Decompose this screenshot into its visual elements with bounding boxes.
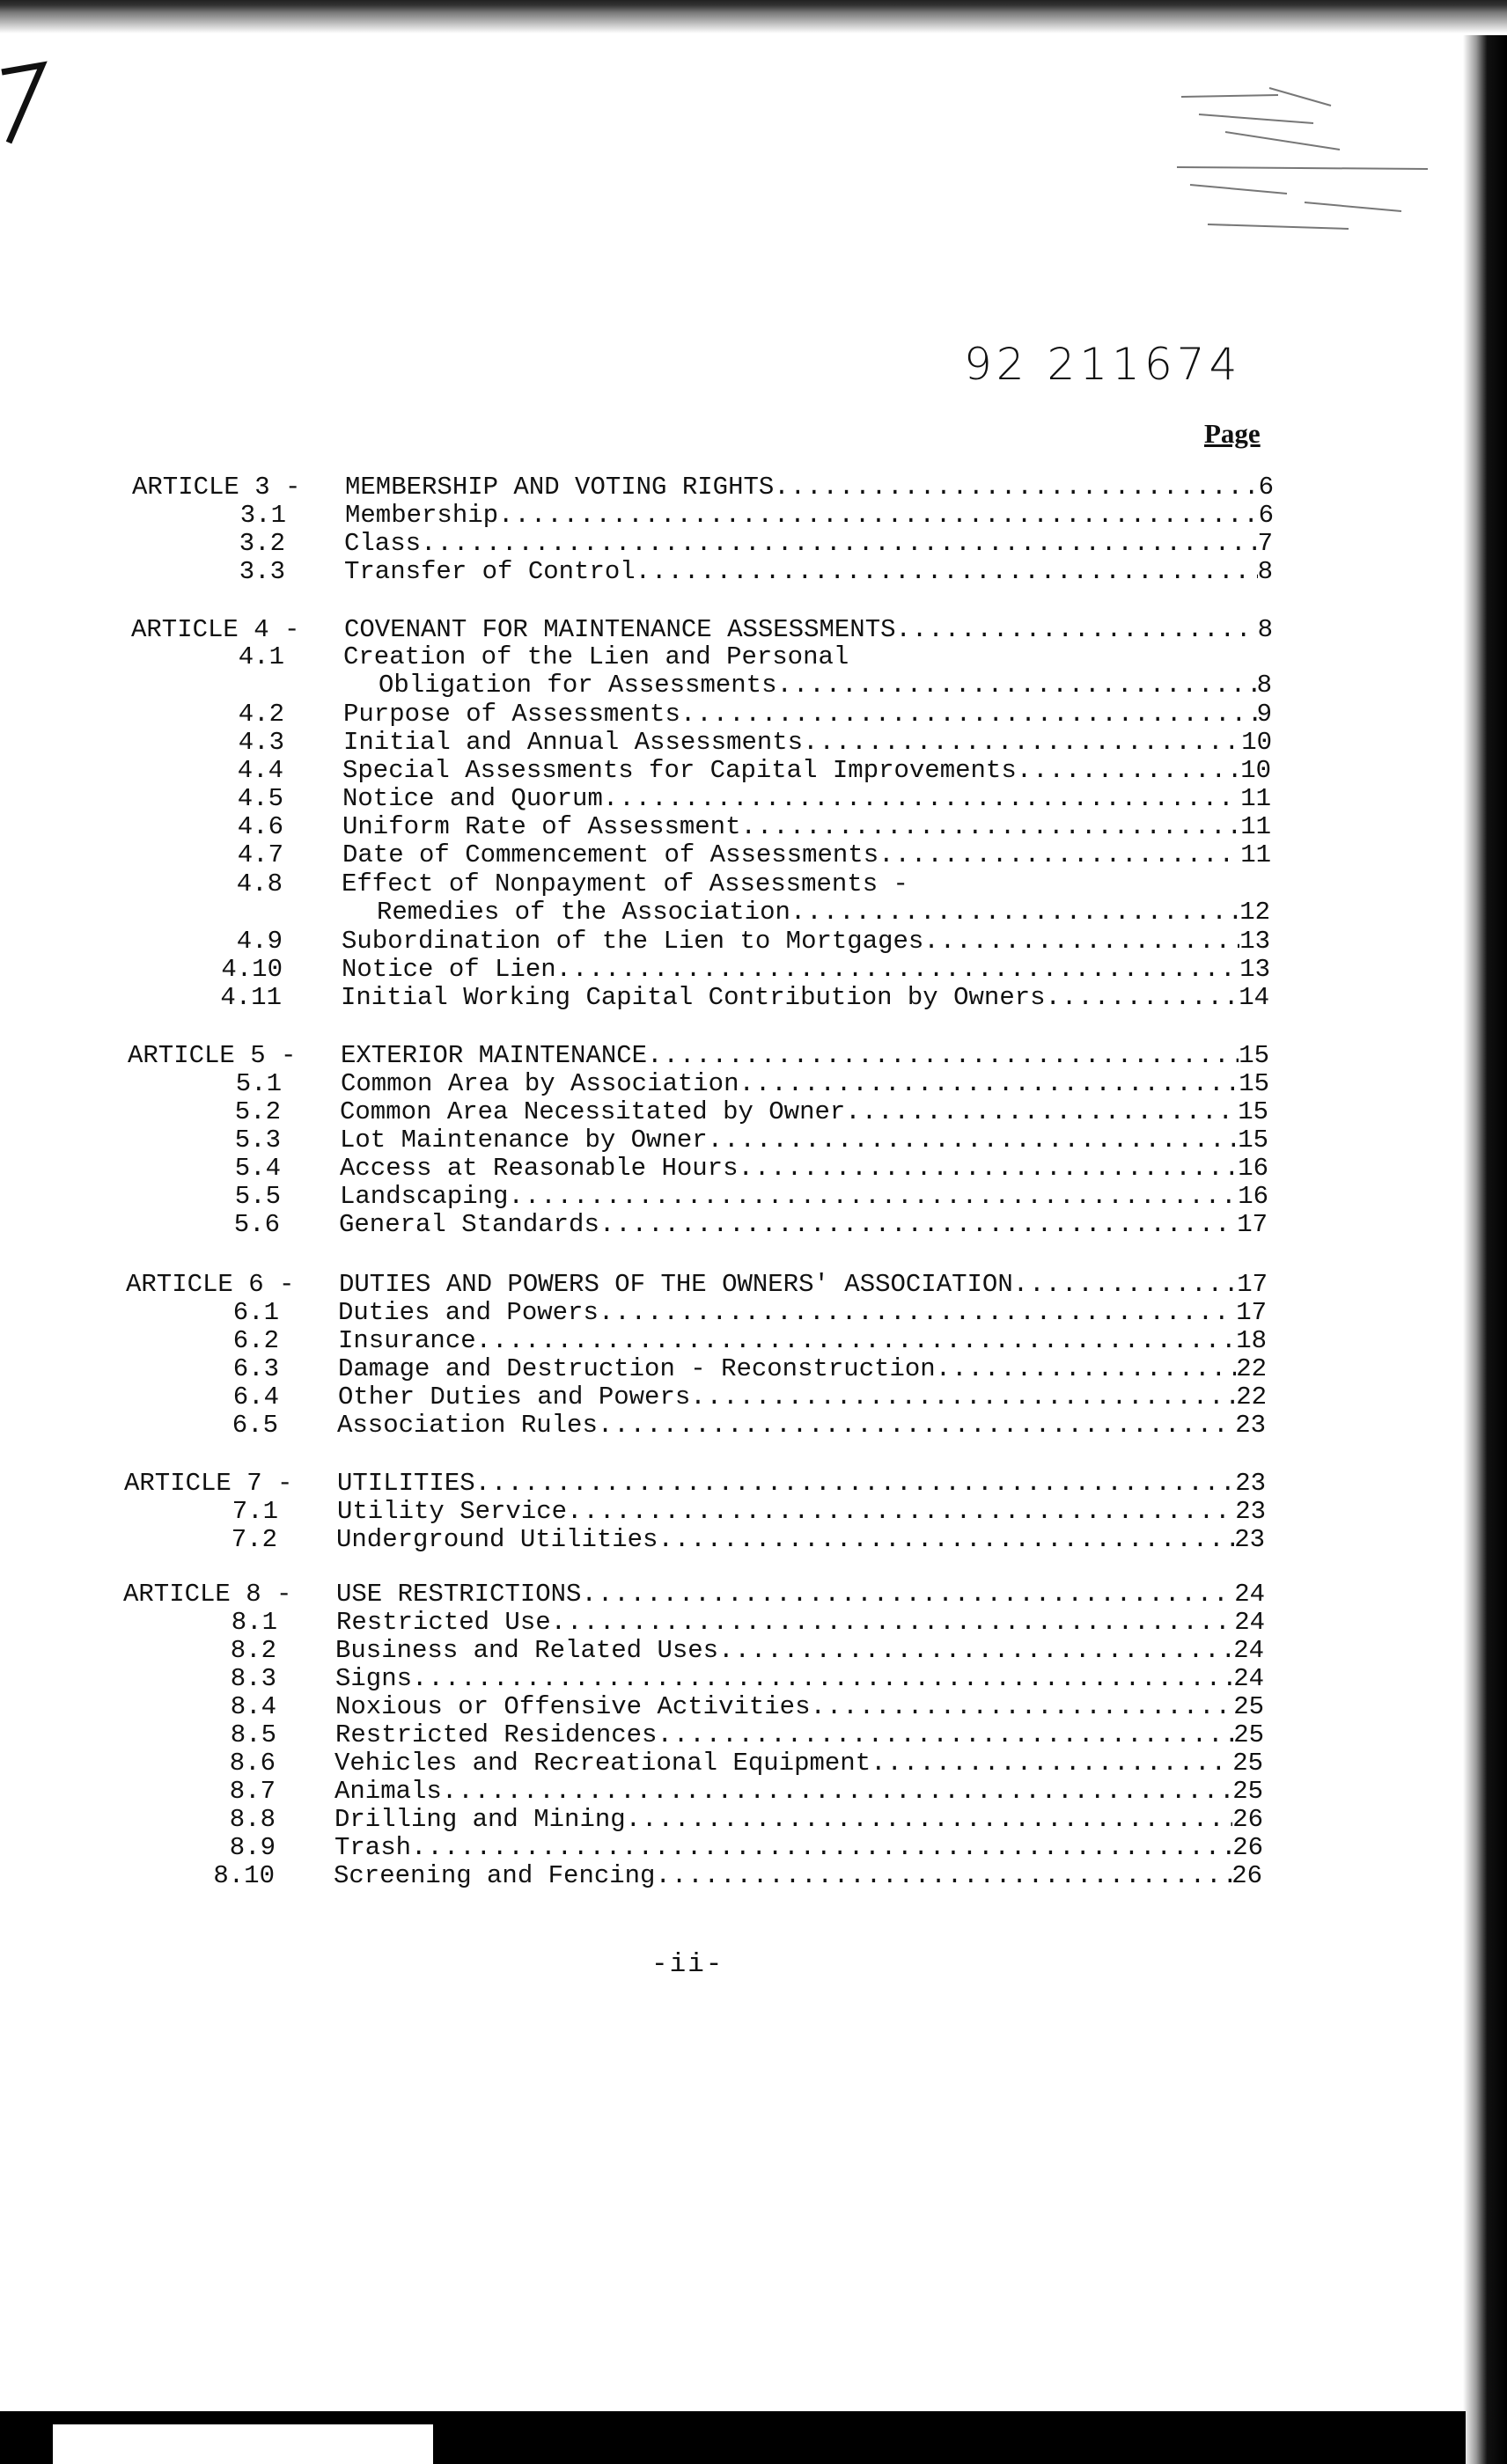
toc-section-row bbox=[0, 1834, 1263, 1862]
toc-entry-title: Notice of Lien bbox=[342, 955, 556, 984]
toc-entry-number: 6.3 bbox=[232, 1354, 279, 1383]
toc-entry-title: Class bbox=[344, 529, 422, 558]
toc-section-row bbox=[0, 502, 1274, 530]
scan-bottom-tab bbox=[53, 2424, 433, 2464]
scan-noise-marks bbox=[1173, 70, 1437, 255]
dot-leader bbox=[708, 1126, 1239, 1155]
toc-page-number: 25 bbox=[1232, 1777, 1263, 1806]
dot-leader bbox=[567, 1498, 1235, 1526]
toc-article-row bbox=[132, 473, 1274, 502]
toc-entry-title: Vehicles and Recreational Equipment bbox=[334, 1749, 871, 1778]
toc-section-row bbox=[0, 643, 1272, 671]
dot-leader bbox=[776, 671, 1256, 700]
toc-page-number: 22 bbox=[1236, 1354, 1267, 1383]
dot-leader bbox=[551, 1609, 1235, 1637]
toc-section-row bbox=[0, 1383, 1267, 1412]
toc-page-number: 16 bbox=[1238, 1182, 1268, 1211]
toc-section-row bbox=[0, 1778, 1263, 1806]
toc-entry-title: Restricted Residences bbox=[335, 1720, 658, 1749]
toc-entry-title: Effect of Nonpayment of Assessments - bbox=[342, 869, 908, 898]
toc-section-row bbox=[0, 757, 1271, 785]
toc-section-row bbox=[0, 1299, 1267, 1327]
toc-page-number: 6 bbox=[1258, 473, 1274, 502]
dot-leader bbox=[556, 956, 1240, 984]
toc-entry-title: MEMBERSHIP AND VOTING RIGHTS bbox=[345, 473, 775, 502]
toc-entry-number: 8.10 bbox=[213, 1861, 275, 1890]
toc-page-number: 15 bbox=[1238, 1126, 1268, 1155]
toc-entry-number: ARTICLE 6 - bbox=[126, 1270, 295, 1299]
toc-section-row bbox=[0, 1526, 1265, 1554]
toc-page-number: 8 bbox=[1257, 557, 1273, 586]
dot-leader bbox=[790, 898, 1239, 927]
toc-section-row bbox=[0, 1665, 1264, 1693]
toc-page-number: 8 bbox=[1257, 615, 1273, 644]
toc-entry-number: 5.5 bbox=[234, 1182, 281, 1211]
dot-leader bbox=[412, 1665, 1233, 1693]
toc-entry-title: Common Area by Association bbox=[341, 1069, 739, 1098]
toc-page-number: 15 bbox=[1239, 1041, 1269, 1070]
dot-leader bbox=[411, 1834, 1232, 1862]
document-number: 92 211674 bbox=[964, 339, 1242, 390]
toc-entry-number: 6.2 bbox=[232, 1326, 279, 1355]
dot-leader bbox=[1046, 984, 1239, 1012]
toc-entry-number: 4.11 bbox=[220, 983, 282, 1012]
toc-section-row bbox=[0, 1126, 1268, 1155]
dot-leader bbox=[603, 785, 1240, 813]
toc-entry-number: 3.1 bbox=[239, 501, 286, 530]
toc-entry-number: 8.7 bbox=[229, 1777, 276, 1806]
dot-leader bbox=[1013, 1271, 1237, 1299]
toc-section-row bbox=[0, 1637, 1264, 1665]
dot-leader bbox=[475, 1470, 1236, 1498]
toc-page-number: 23 bbox=[1235, 1497, 1266, 1526]
toc-entry-number: 8.1 bbox=[231, 1608, 277, 1637]
toc-page-number: 24 bbox=[1233, 1664, 1264, 1693]
toc-section-row bbox=[0, 928, 1270, 956]
toc-section-row bbox=[0, 984, 1269, 1012]
toc-entry-title: COVENANT FOR MAINTENANCE ASSESSMENTS bbox=[344, 615, 896, 644]
toc-section-row bbox=[0, 1806, 1263, 1834]
toc-entry-number: ARTICLE 8 - bbox=[123, 1580, 292, 1609]
toc-entry-title: Subordination of the Lien to Mortgages bbox=[342, 927, 924, 956]
toc-section-row bbox=[0, 1183, 1268, 1211]
toc-entry-number: 4.6 bbox=[237, 812, 283, 841]
toc-section-row bbox=[0, 841, 1271, 869]
toc-section-row bbox=[0, 1609, 1265, 1637]
toc-section-row bbox=[0, 1211, 1268, 1239]
toc-page-number: 22 bbox=[1236, 1382, 1267, 1412]
dot-leader bbox=[657, 1721, 1233, 1749]
toc-entry-title: Notice and Quorum bbox=[342, 784, 603, 813]
toc-page-number: 17 bbox=[1237, 1270, 1268, 1299]
toc-entry-number: ARTICLE 4 - bbox=[131, 615, 300, 644]
dot-leader bbox=[599, 1211, 1237, 1239]
toc-entry-title: Association Rules bbox=[337, 1411, 598, 1440]
dot-leader bbox=[626, 1806, 1233, 1834]
dot-leader bbox=[739, 1070, 1239, 1098]
toc-section-row bbox=[0, 1355, 1267, 1383]
corner-mark-icon bbox=[0, 55, 62, 151]
toc-section-row bbox=[0, 1327, 1267, 1355]
toc-entry-title: Purpose of Assessments bbox=[343, 700, 680, 729]
toc-entry-title: Noxious or Offensive Activities bbox=[335, 1692, 811, 1721]
toc-article-row bbox=[128, 1042, 1269, 1070]
toc-entry-number: ARTICLE 7 - bbox=[124, 1469, 293, 1498]
toc-section-row bbox=[0, 1749, 1263, 1778]
toc-entry-number: 5.1 bbox=[235, 1069, 282, 1098]
dot-leader bbox=[871, 1749, 1232, 1778]
toc-page-number: 25 bbox=[1233, 1720, 1264, 1749]
toc-section-row bbox=[0, 700, 1272, 729]
toc-entry-number: 4.8 bbox=[236, 869, 283, 898]
dot-leader bbox=[476, 1327, 1237, 1355]
toc-page-number: 15 bbox=[1238, 1097, 1268, 1126]
page-number-footer: -ii- bbox=[651, 1949, 724, 1980]
toc-entry-title: Membership bbox=[345, 501, 499, 530]
toc-entry-number: 6.1 bbox=[232, 1298, 279, 1327]
toc-page-number: 18 bbox=[1236, 1326, 1267, 1355]
toc-entry-title: Drilling and Mining bbox=[334, 1805, 626, 1834]
dot-leader bbox=[1017, 757, 1240, 785]
toc-section-row bbox=[0, 1412, 1266, 1440]
toc-page-number: 26 bbox=[1232, 1833, 1263, 1862]
dot-leader bbox=[647, 1042, 1239, 1070]
toc-page-number: 15 bbox=[1239, 1069, 1269, 1098]
toc-article-row bbox=[126, 1271, 1268, 1299]
toc-entry-number: 3.3 bbox=[239, 557, 285, 586]
dot-leader bbox=[680, 700, 1257, 729]
toc-page-number: 23 bbox=[1234, 1525, 1265, 1554]
toc-page-number: 11 bbox=[1240, 840, 1271, 869]
toc-entry-title: Common Area Necessitated by Owner bbox=[340, 1097, 846, 1126]
toc-entry-title: Initial and Annual Assessments bbox=[343, 728, 804, 757]
toc-entry-title: Duties and Powers bbox=[338, 1298, 599, 1327]
toc-section-row bbox=[0, 813, 1271, 841]
toc-page-number: 13 bbox=[1239, 955, 1270, 984]
scan-right-edge bbox=[1463, 35, 1507, 2464]
dot-leader bbox=[498, 502, 1259, 530]
toc-entry-number: 8.5 bbox=[230, 1720, 276, 1749]
toc-entry-title: General Standards bbox=[339, 1210, 599, 1239]
toc-entry-title: Underground Utilities bbox=[336, 1525, 658, 1554]
toc-entry-number: 4.1 bbox=[238, 642, 284, 671]
toc-entry-number: 5.4 bbox=[234, 1154, 281, 1183]
toc-page-number: 26 bbox=[1231, 1861, 1262, 1890]
toc-entry-title: Signs bbox=[335, 1664, 413, 1693]
dot-leader bbox=[690, 1383, 1236, 1412]
toc-entry-title: Initial Working Capital Contribution by Owners bbox=[341, 983, 1046, 1012]
toc-entry-title: Business and Related Uses bbox=[335, 1636, 719, 1665]
toc-page-number: 7 bbox=[1257, 529, 1273, 558]
toc-page-number: 17 bbox=[1236, 1298, 1267, 1327]
toc-entry-number: 8.9 bbox=[229, 1833, 276, 1862]
toc-page-number: 14 bbox=[1239, 983, 1269, 1012]
toc-entry-title: Damage and Destruction - Reconstruction bbox=[338, 1354, 936, 1383]
toc-entry-number: 5.6 bbox=[233, 1210, 280, 1239]
toc-page-number: 12 bbox=[1239, 898, 1270, 927]
toc-entry-number: 3.2 bbox=[239, 529, 285, 558]
toc-entry-title: Landscaping bbox=[340, 1182, 509, 1211]
dot-leader bbox=[718, 1637, 1233, 1665]
toc-entry-number: 5.3 bbox=[234, 1126, 281, 1155]
toc-entry-title: DUTIES AND POWERS OF THE OWNERS' ASSOCIATION bbox=[339, 1270, 1013, 1299]
toc-page-number: 11 bbox=[1240, 812, 1271, 841]
toc-entry-number: 6.5 bbox=[232, 1411, 278, 1440]
dot-leader bbox=[774, 473, 1258, 502]
toc-entry-number: 4.3 bbox=[238, 728, 284, 757]
toc-page-number: 13 bbox=[1239, 927, 1270, 956]
toc-page-number: 16 bbox=[1238, 1154, 1268, 1183]
toc-entry-title: Insurance bbox=[338, 1326, 476, 1355]
dot-leader bbox=[421, 530, 1258, 558]
toc-entry-title: Other Duties and Powers bbox=[338, 1382, 691, 1412]
toc-entry-title: Access at Reasonable Hours bbox=[340, 1154, 739, 1183]
toc-entry-title-continued: Obligation for Assessments bbox=[379, 671, 777, 700]
dot-leader bbox=[845, 1098, 1238, 1126]
toc-entry-continuation bbox=[379, 671, 1272, 700]
toc-article-row bbox=[123, 1580, 1265, 1609]
toc-entry-number: 8.3 bbox=[230, 1664, 276, 1693]
toc-entry-title: Special Assessments for Capital Improvements bbox=[342, 756, 1017, 785]
toc-page-number: 6 bbox=[1258, 501, 1274, 530]
toc-entry-title: Date of Commencement of Assessments bbox=[342, 840, 879, 869]
toc-section-row bbox=[0, 729, 1272, 757]
dot-leader bbox=[442, 1778, 1232, 1806]
toc-entry-number: 4.9 bbox=[236, 927, 283, 956]
dot-leader bbox=[878, 841, 1240, 869]
toc-section-row bbox=[0, 1098, 1268, 1126]
toc-page-number: 25 bbox=[1233, 1692, 1264, 1721]
toc-section-row bbox=[0, 1721, 1264, 1749]
toc-page-number: 9 bbox=[1256, 700, 1272, 729]
toc-page-number: 8 bbox=[1256, 671, 1272, 700]
toc-entry-title: Utility Service bbox=[337, 1497, 568, 1526]
toc-entry-number: 8.4 bbox=[230, 1692, 276, 1721]
dot-leader bbox=[936, 1355, 1236, 1383]
toc-section-row bbox=[0, 785, 1271, 813]
dot-leader bbox=[738, 1155, 1238, 1183]
toc-page-number: 11 bbox=[1240, 784, 1271, 813]
toc-entry-title: Screening and Fencing bbox=[334, 1861, 656, 1890]
dot-leader bbox=[658, 1526, 1234, 1554]
toc-page-number: 24 bbox=[1233, 1636, 1264, 1665]
toc-section-row bbox=[0, 1693, 1264, 1721]
dot-leader bbox=[599, 1299, 1236, 1327]
dot-leader bbox=[581, 1580, 1234, 1609]
toc-article-row bbox=[131, 616, 1273, 644]
toc-article-row bbox=[124, 1470, 1266, 1498]
toc-section-row bbox=[0, 1070, 1269, 1098]
dot-leader bbox=[740, 813, 1240, 841]
dot-leader bbox=[598, 1412, 1235, 1440]
toc-page-number: 10 bbox=[1240, 756, 1271, 785]
scan-top-edge bbox=[0, 0, 1507, 33]
toc-page-number: 23 bbox=[1235, 1469, 1266, 1498]
toc-entry-title: EXTERIOR MAINTENANCE bbox=[341, 1041, 648, 1070]
toc-page-number: 24 bbox=[1234, 1608, 1265, 1637]
toc-entry-title: Transfer of Control bbox=[344, 557, 636, 586]
toc-entry-number: 8.6 bbox=[229, 1749, 276, 1778]
toc-entry-number: 5.2 bbox=[234, 1097, 281, 1126]
toc-entry-title: Animals bbox=[334, 1777, 442, 1806]
toc-entry-title: Creation of the Lien and Personal bbox=[343, 642, 849, 671]
toc-page-number: 10 bbox=[1241, 728, 1272, 757]
toc-entry-number: 7.1 bbox=[232, 1497, 278, 1526]
toc-section-row bbox=[0, 1862, 1262, 1890]
dot-leader bbox=[655, 1862, 1231, 1890]
toc-entry-number: 4.5 bbox=[237, 784, 283, 813]
dot-leader bbox=[896, 616, 1258, 644]
toc-entry-number: ARTICLE 3 - bbox=[132, 473, 301, 502]
toc-entry-number: 4.4 bbox=[237, 756, 283, 785]
toc-entry-number: 4.2 bbox=[238, 700, 284, 729]
toc-section-row bbox=[0, 956, 1270, 984]
toc-section-row bbox=[0, 870, 1270, 898]
toc-page-number: 17 bbox=[1237, 1210, 1268, 1239]
toc-section-row bbox=[0, 558, 1273, 586]
toc-entry-number: 4.7 bbox=[237, 840, 283, 869]
dot-leader bbox=[811, 1693, 1234, 1721]
toc-entry-number: 7.2 bbox=[231, 1525, 277, 1554]
toc-section-row bbox=[0, 530, 1273, 558]
dot-leader bbox=[636, 558, 1258, 586]
page-column-label: Page bbox=[1204, 418, 1261, 449]
toc-page-number: 26 bbox=[1232, 1805, 1263, 1834]
toc-page-number: 24 bbox=[1234, 1580, 1265, 1609]
toc-entry-title: USE RESTRICTIONS bbox=[336, 1580, 582, 1609]
toc-entry-continuation bbox=[377, 898, 1270, 927]
toc-section-row bbox=[0, 1155, 1268, 1183]
toc-entry-number: ARTICLE 5 - bbox=[128, 1041, 297, 1070]
dot-leader bbox=[923, 928, 1239, 956]
toc-page-number: 23 bbox=[1235, 1411, 1266, 1440]
toc-entry-title: Uniform Rate of Assessment bbox=[342, 812, 741, 841]
dot-leader bbox=[508, 1183, 1238, 1211]
toc-section-row bbox=[0, 1498, 1266, 1526]
toc-page-number: 25 bbox=[1232, 1749, 1263, 1778]
toc-entry-title: Lot Maintenance by Owner bbox=[340, 1126, 708, 1155]
toc-entry-title-continued: Remedies of the Association bbox=[377, 898, 790, 927]
toc-entry-number: 8.2 bbox=[230, 1636, 276, 1665]
toc-entry-number: 6.4 bbox=[232, 1382, 279, 1412]
dot-leader bbox=[803, 729, 1241, 757]
toc-entry-number: 8.8 bbox=[229, 1805, 276, 1834]
toc-entry-number: 4.10 bbox=[221, 955, 283, 984]
toc-entry-title: Restricted Use bbox=[336, 1608, 551, 1637]
toc-entry-title: UTILITIES bbox=[337, 1469, 475, 1498]
toc-entry-title: Trash bbox=[334, 1833, 412, 1862]
